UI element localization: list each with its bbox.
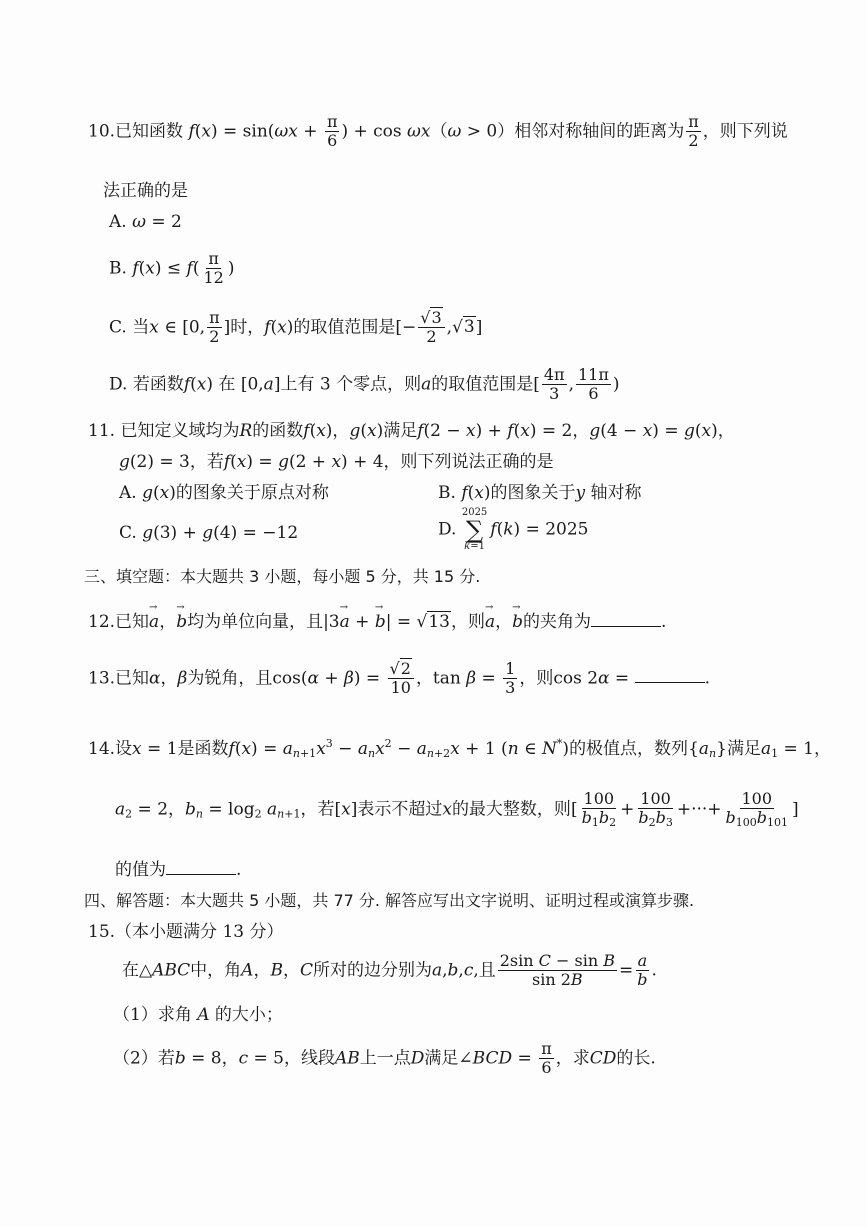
section-3-heading: 三、填空题：本大题共 3 小题，每小题 5 分，共 15 分. [84,567,481,586]
q10-option-d: D. 若函数f(x) 在 [0,a]上有 3 个零点，则a的取值范围是[ $\frac{4\pi}{3}$ , $\frac{11\pi}{6}$ ) [109,365,620,404]
q10-option-b: B. f(x) ≤ f( $\frac{\pi}{12}$ ) [109,249,235,288]
q10-stem-line1: 10.已知函数 f(x) = sin(ωx + $\frac{\pi}{6}$ ) + cos ωx（ω > 0）相邻对称轴间的距离为 $\frac{\pi}{2}$ ，则下列说 [88,112,788,151]
q11-option-a: A. g(x)的图象关于原点对称 [119,483,329,503]
q14-answer-blank[interactable] [166,860,236,875]
q11-stem-line2: g(2) = 3，若f(x) = g(2 + x) + 4，则下列说法正确的是 [119,452,554,472]
q10-stem-line2: 法正确的是 [103,181,188,201]
q10-option-a: A. ω = 2 [109,212,182,232]
q14-line3: 的值为 . [115,860,242,880]
q14-line2: $a_2 = 2$，$b_n = \log_2 a_{n+1}$，若[x]表示不超过x的最大整数，则[ $\frac{100}{b_1b_2}$ + $\frac{100}{b_2b_3}$ +···+ $\frac{100}{b_{100}b_{101}}$ ] [115,789,799,830]
q13-answer-blank[interactable] [635,668,705,683]
q15-part1: （1）求角 A 的大小； [113,1005,283,1025]
fraction-pi-2: $\frac{\pi}{2}$ [688,112,699,151]
q11-option-b: B. f(x)的图象关于y 轴对称 [438,483,642,503]
section-4-heading: 四、解答题：本大题共 5 小题，共 77 分. 解答应写出文字说明、证明过程或演算步骤. [84,891,695,910]
q14-line1: 14.设x = 1是函数$f(x) = a_{n+1}x^3 - a_nx^2 - a_{n+2}x + 1$ (n ∈ N*)的极值点，数列$\{a_n\}$满足$a_1 = 1$， [88,737,831,760]
q10-option-c: C. 当x ∈ [0, $\frac{\pi}{2}$ ]时，f(x)的取值范围是[− $\frac{√3}{2}$ ,√3] [109,308,483,347]
q11-stem-line1: 11. 已知定义域均为R的函数f(x)，g(x)满足f(2 − x) + f(x) = 2，g(4 − x) = g(x)， [88,421,735,441]
q15-header: 15.（本小题满分 13 分） [88,922,284,942]
q11-option-c: C. g(3) + g(4) = −12 [119,523,299,543]
q11-option-d: D. 2025 ∑ k=1 f(k) = 2025 [438,507,589,552]
q12-answer-blank[interactable] [591,612,661,627]
fraction-pi-6: $\frac{\pi}{6}$ [326,112,338,151]
q12-line: 12.已知→ a，→ b均为单位向量，且|3→ a + → b| = √13，则→ a，→ b的夹角为 . [88,612,666,632]
q15-stem: 在△ABC中，角A，B，C所对的边分别为a,b,c,且 $\frac{\text{2sin C − sin B}}{\sin 2B}$ = $\frac{a}{b}$ . [122,951,657,990]
q15-part2: （2）若b = 8，c = 5，线段AB上一点D满足∠BCD = $\frac{\pi}{6}$ ，求CD的长. [113,1039,656,1078]
q13-line: 13.已知α，β为锐角，且cos(α + β) = $\frac{√2}{10}$ ，tan β = $\frac{1}{3}$ ，则cos 2α = . [88,659,710,698]
